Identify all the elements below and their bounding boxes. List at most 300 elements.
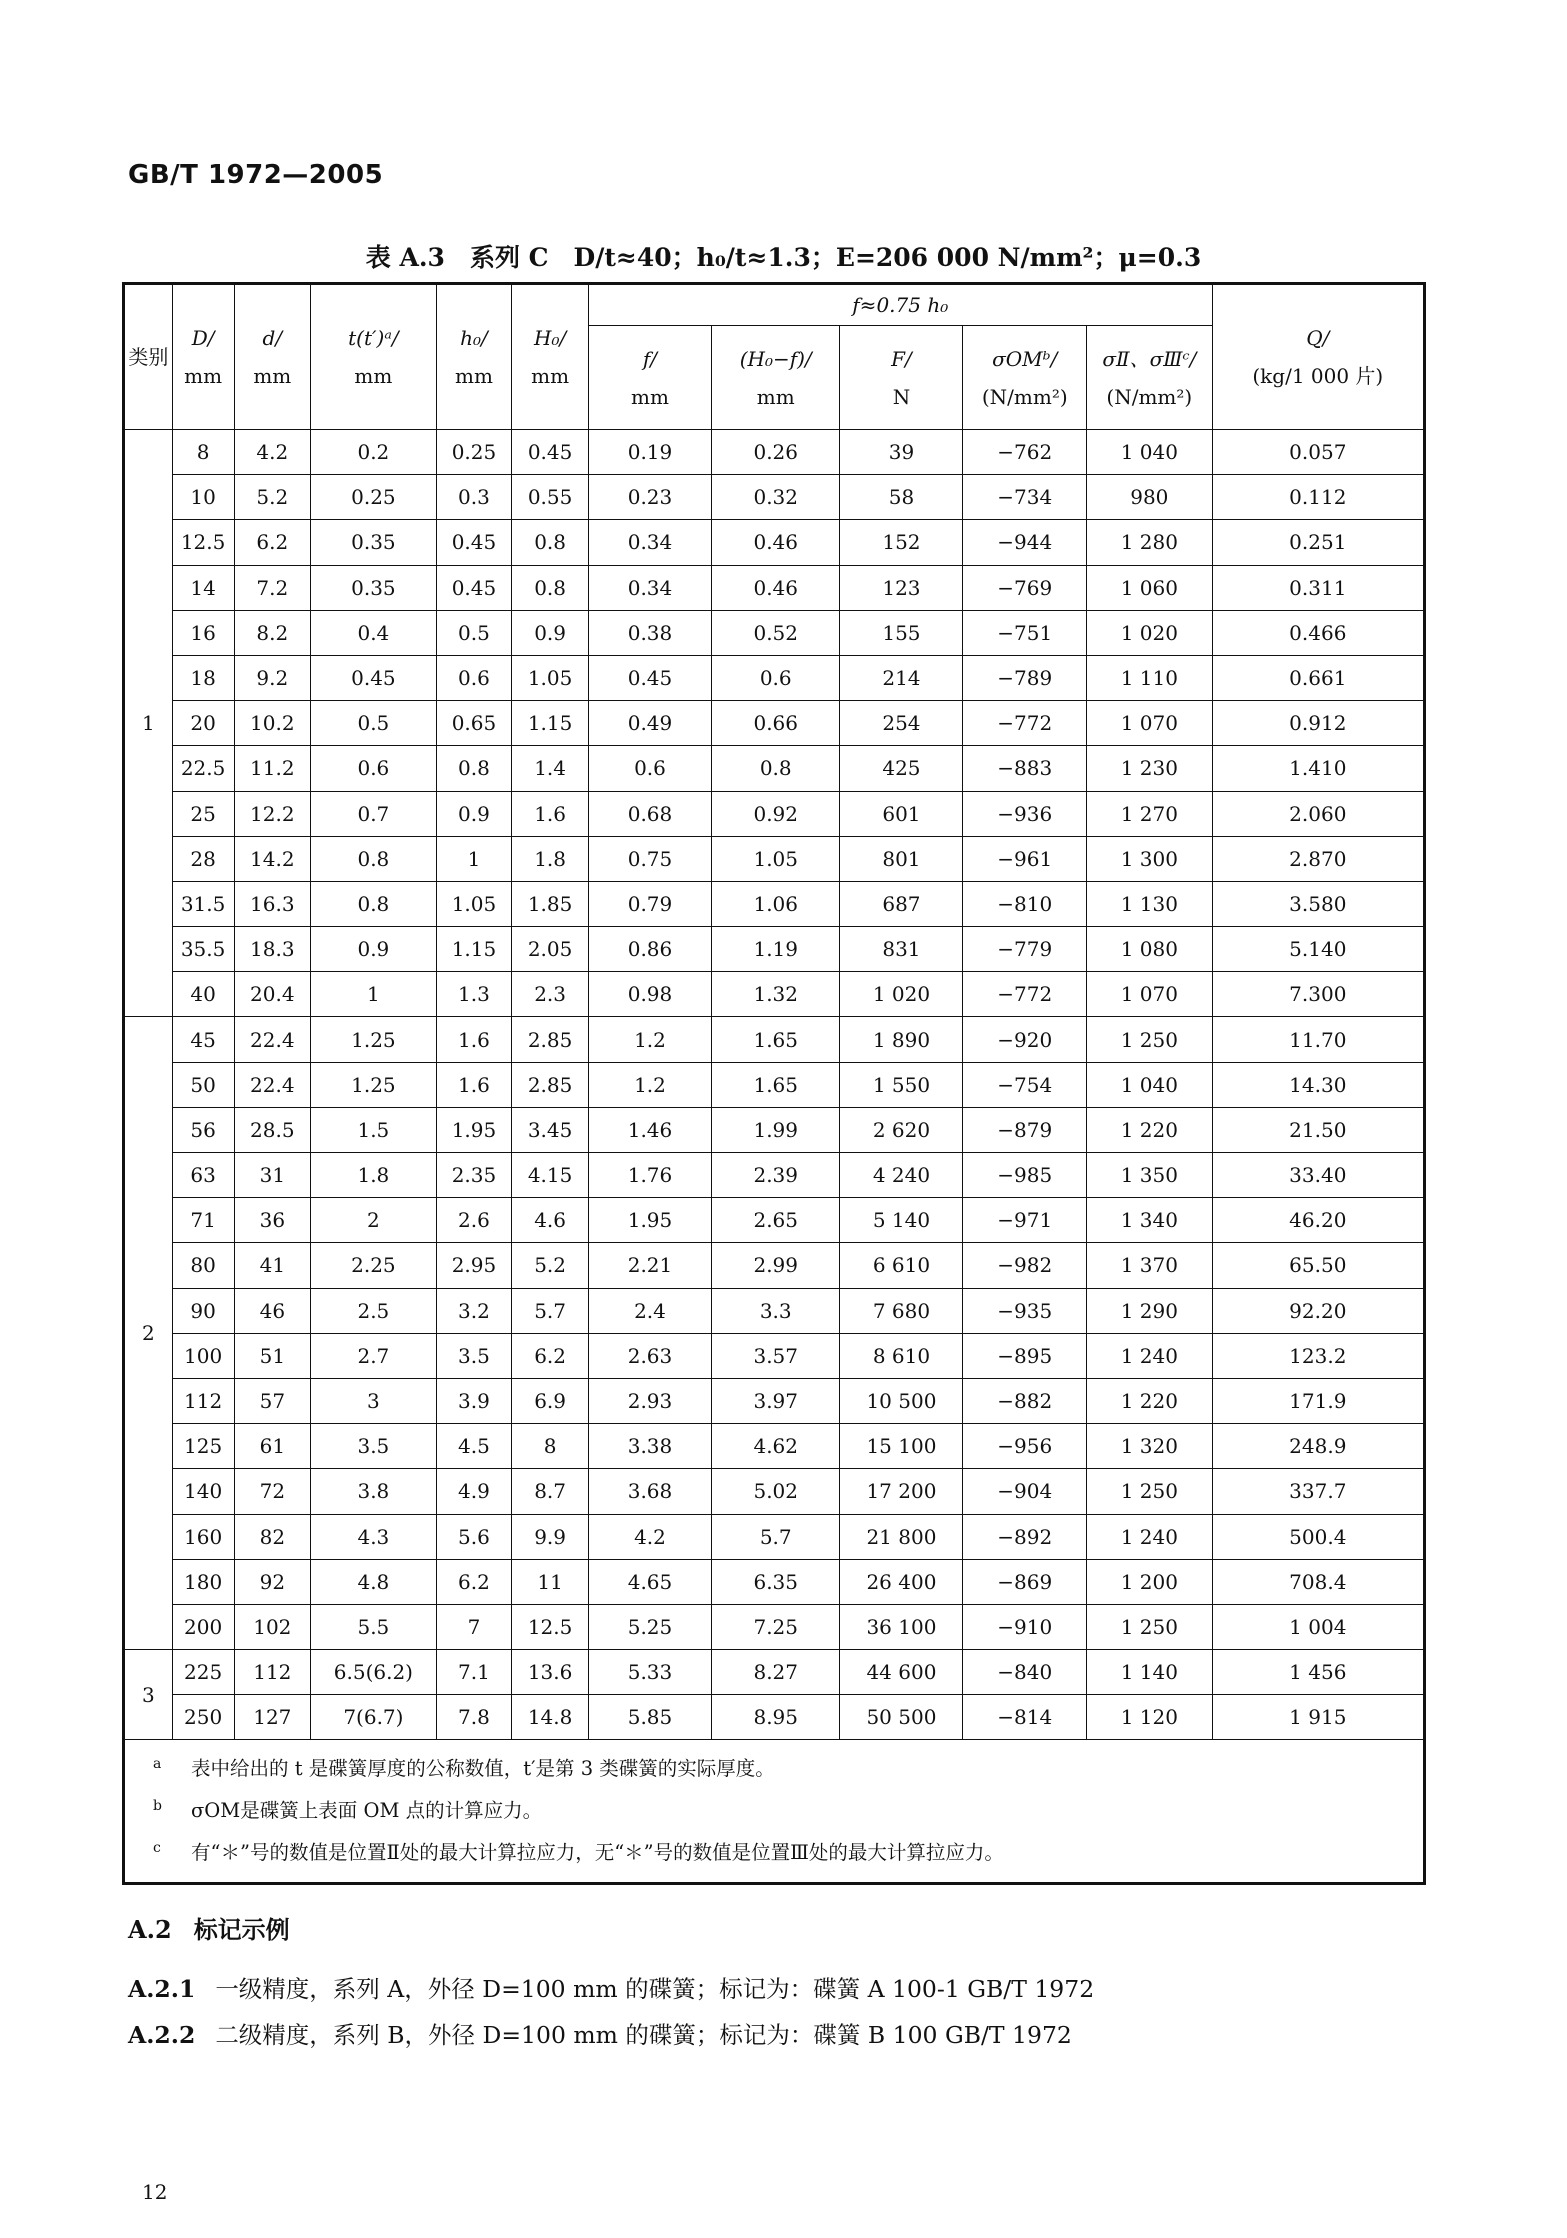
cell-d: 6.2 (234, 520, 311, 565)
cell-d: 41 (234, 1243, 311, 1288)
cell-H0-minus-f: 8.95 (712, 1695, 840, 1740)
cell-Q: 0.912 (1212, 701, 1424, 746)
cell-H0: 1.8 (512, 836, 589, 881)
header-h0: h₀/ mm (436, 284, 512, 430)
cell-F: 123 (840, 565, 963, 610)
cell-F: 5 140 (840, 1198, 963, 1243)
cell-t: 6.5(6.2) (311, 1650, 436, 1695)
cell-H0: 14.8 (512, 1695, 589, 1740)
cell-sigma-2-3: 1 250 (1087, 1604, 1213, 1649)
cell-H0-minus-f: 4.62 (712, 1424, 840, 1469)
cell-h0: 3.9 (436, 1378, 512, 1423)
cell-H0: 0.55 (512, 475, 589, 520)
cell-t: 7(6.7) (311, 1695, 436, 1740)
cell-H0-minus-f: 3.57 (712, 1333, 840, 1378)
cell-sigma-om: −882 (963, 1378, 1087, 1423)
table-row (124, 1333, 1425, 1378)
section-heading: A.2 标记示例 (128, 1915, 290, 1944)
cell-D: 25 (172, 791, 234, 836)
cell-f: 0.34 (588, 565, 711, 610)
cell-H0-minus-f: 0.46 (712, 520, 840, 565)
cell-h0: 7 (436, 1604, 512, 1649)
cell-h0: 0.25 (436, 430, 512, 475)
cell-h0: 5.6 (436, 1514, 512, 1559)
cell-D: 16 (172, 610, 234, 655)
table-row (124, 1288, 1425, 1333)
cell-F: 1 020 (840, 972, 963, 1017)
cell-t: 0.6 (311, 746, 436, 791)
cell-d: 51 (234, 1333, 311, 1378)
cell-f: 0.38 (588, 610, 711, 655)
cell-Q: 500.4 (1212, 1514, 1424, 1559)
cell-Q: 65.50 (1212, 1243, 1424, 1288)
cell-t: 2.25 (311, 1243, 436, 1288)
cell-h0: 7.1 (436, 1650, 512, 1695)
cell-F: 6 610 (840, 1243, 963, 1288)
cell-h0: 2.6 (436, 1198, 512, 1243)
cell-H0-minus-f: 1.06 (712, 881, 840, 926)
cell-Q: 1 004 (1212, 1604, 1424, 1649)
table-title: 表 A.3 系列 C D/t≈40；h₀/t≈1.3；E=206 000 N/mm²；μ=0.3 (365, 243, 1202, 272)
table-footnotes (124, 1740, 1425, 1884)
cell-t: 4.3 (311, 1514, 436, 1559)
table-row (124, 520, 1425, 565)
cell-d: 9.2 (234, 655, 311, 700)
cell-H0-minus-f: 0.92 (712, 791, 840, 836)
cell-sigma-om: −935 (963, 1288, 1087, 1333)
header-Q: Q/ (kg/1 000 片) (1212, 284, 1424, 430)
cell-F: 7 680 (840, 1288, 963, 1333)
cell-sigma-2-3: 1 350 (1087, 1153, 1213, 1198)
cell-t: 0.8 (311, 881, 436, 926)
cell-sigma-om: −982 (963, 1243, 1087, 1288)
cell-f: 4.2 (588, 1514, 711, 1559)
table-row (124, 1424, 1425, 1469)
cell-d: 72 (234, 1469, 311, 1514)
cell-F: 17 200 (840, 1469, 963, 1514)
cell-d: 4.2 (234, 430, 311, 475)
cell-D: 140 (172, 1469, 234, 1514)
cell-Q: 0.661 (1212, 655, 1424, 700)
header-F: F/ N (840, 326, 963, 430)
cell-H0-minus-f: 3.97 (712, 1378, 840, 1423)
cell-d: 5.2 (234, 475, 311, 520)
cell-sigma-om: −904 (963, 1469, 1087, 1514)
cell-F: 801 (840, 836, 963, 881)
cell-sigma-2-3: 1 220 (1087, 1107, 1213, 1152)
cell-H0: 1.4 (512, 746, 589, 791)
cell-H0: 0.8 (512, 565, 589, 610)
cell-D: 90 (172, 1288, 234, 1333)
cell-f: 0.6 (588, 746, 711, 791)
cell-Q: 46.20 (1212, 1198, 1424, 1243)
cell-f: 1.76 (588, 1153, 711, 1198)
cell-sigma-2-3: 1 040 (1087, 1062, 1213, 1107)
header-sigma-om: σOMᵇ/ (N/mm²) (963, 326, 1087, 430)
cell-F: 601 (840, 791, 963, 836)
cell-sigma-2-3: 1 040 (1087, 430, 1213, 475)
cell-f: 0.23 (588, 475, 711, 520)
cell-Q: 21.50 (1212, 1107, 1424, 1152)
cell-F: 4 240 (840, 1153, 963, 1198)
cell-sigma-om: −869 (963, 1559, 1087, 1604)
cell-D: 180 (172, 1559, 234, 1604)
cell-H0: 1.15 (512, 701, 589, 746)
footnote-c: c 有“＊”号的数值是位置Ⅱ处的最大计算拉应力，无“＊”号的数值是位置Ⅲ处的最大计算拉应力。 (153, 1839, 1004, 1865)
cell-Q: 708.4 (1212, 1559, 1424, 1604)
table-row (124, 1153, 1425, 1198)
cell-f: 5.85 (588, 1695, 711, 1740)
cell-d: 82 (234, 1514, 311, 1559)
cell-H0-minus-f: 0.52 (712, 610, 840, 655)
cell-Q: 14.30 (1212, 1062, 1424, 1107)
cell-t: 0.9 (311, 927, 436, 972)
cell-sigma-om: −895 (963, 1333, 1087, 1378)
cell-d: 102 (234, 1604, 311, 1649)
cell-t: 0.25 (311, 475, 436, 520)
cell-sigma-om: −734 (963, 475, 1087, 520)
example-a-2-1: A.2.1 一级精度，系列 A，外径 D=100 mm 的碟簧；标记为：碟簧 A 100-1 GB/T 1972 (128, 1975, 1095, 2003)
cell-h0: 1.6 (436, 1062, 512, 1107)
cell-sigma-om: −892 (963, 1514, 1087, 1559)
cell-d: 8.2 (234, 610, 311, 655)
cell-H0: 8 (512, 1424, 589, 1469)
cell-f: 3.68 (588, 1469, 711, 1514)
cell-f: 1.2 (588, 1017, 711, 1062)
cell-sigma-2-3: 1 130 (1087, 881, 1213, 926)
cell-f: 0.49 (588, 701, 711, 746)
cell-D: 80 (172, 1243, 234, 1288)
cell-sigma-2-3: 1 230 (1087, 746, 1213, 791)
cell-t: 3 (311, 1378, 436, 1423)
cell-sigma-2-3: 1 110 (1087, 655, 1213, 700)
cell-h0: 0.65 (436, 701, 512, 746)
cell-Q: 0.311 (1212, 565, 1424, 610)
cell-Q: 0.112 (1212, 475, 1424, 520)
table-row (124, 610, 1425, 655)
table-row (124, 1243, 1425, 1288)
cell-Q: 7.300 (1212, 972, 1424, 1017)
cell-sigma-2-3: 1 250 (1087, 1017, 1213, 1062)
table-row (124, 1650, 1425, 1695)
cell-H0: 8.7 (512, 1469, 589, 1514)
cell-D: 50 (172, 1062, 234, 1107)
cell-H0: 5.7 (512, 1288, 589, 1333)
cell-Q: 337.7 (1212, 1469, 1424, 1514)
cell-d: 112 (234, 1650, 311, 1695)
cell-t: 0.2 (311, 430, 436, 475)
cell-F: 831 (840, 927, 963, 972)
cell-h0: 0.45 (436, 565, 512, 610)
cell-F: 8 610 (840, 1333, 963, 1378)
cell-Q: 171.9 (1212, 1378, 1424, 1423)
cell-sigma-om: −789 (963, 655, 1087, 700)
spring-table (122, 282, 1426, 1885)
cell-h0: 3.2 (436, 1288, 512, 1333)
cell-t: 0.8 (311, 836, 436, 881)
cell-H0-minus-f: 1.99 (712, 1107, 840, 1152)
cell-h0: 0.5 (436, 610, 512, 655)
cell-d: 22.4 (234, 1017, 311, 1062)
cell-f: 0.34 (588, 520, 711, 565)
cell-t: 1.25 (311, 1062, 436, 1107)
cell-Q: 1 456 (1212, 1650, 1424, 1695)
header-group-deflection: f≈0.75 h₀ (588, 284, 1212, 326)
cell-sigma-om: −779 (963, 927, 1087, 972)
table-row (124, 475, 1425, 520)
cell-H0: 6.9 (512, 1378, 589, 1423)
cell-f: 5.33 (588, 1650, 711, 1695)
cell-f: 2.4 (588, 1288, 711, 1333)
cell-sigma-2-3: 1 340 (1087, 1198, 1213, 1243)
cell-H0: 2.3 (512, 972, 589, 1017)
cell-F: 1 890 (840, 1017, 963, 1062)
cell-Q: 3.580 (1212, 881, 1424, 926)
cell-sigma-om: −879 (963, 1107, 1087, 1152)
cell-sigma-2-3: 1 250 (1087, 1469, 1213, 1514)
cell-D: 8 (172, 430, 234, 475)
cell-f: 1.95 (588, 1198, 711, 1243)
cell-t: 0.35 (311, 565, 436, 610)
cell-f: 0.86 (588, 927, 711, 972)
cell-sigma-2-3: 1 370 (1087, 1243, 1213, 1288)
cell-h0: 0.8 (436, 746, 512, 791)
cell-Q: 0.466 (1212, 610, 1424, 655)
cell-h0: 0.9 (436, 791, 512, 836)
cell-D: 40 (172, 972, 234, 1017)
cell-D: 22.5 (172, 746, 234, 791)
cell-H0-minus-f: 0.46 (712, 565, 840, 610)
cell-h0: 6.2 (436, 1559, 512, 1604)
cell-h0: 1.6 (436, 1017, 512, 1062)
cell-sigma-2-3: 1 300 (1087, 836, 1213, 881)
cell-H0-minus-f: 5.7 (712, 1514, 840, 1559)
cell-H0: 2.05 (512, 927, 589, 972)
cell-t: 3.8 (311, 1469, 436, 1514)
cell-t: 1.8 (311, 1153, 436, 1198)
cell-H0: 9.9 (512, 1514, 589, 1559)
cell-d: 28.5 (234, 1107, 311, 1152)
cell-t: 2 (311, 1198, 436, 1243)
cell-t: 5.5 (311, 1604, 436, 1649)
table-row (124, 746, 1425, 791)
cell-F: 39 (840, 430, 963, 475)
cell-sigma-om: −772 (963, 701, 1087, 746)
cell-f: 2.63 (588, 1333, 711, 1378)
cell-H0-minus-f: 6.35 (712, 1559, 840, 1604)
cell-H0: 11 (512, 1559, 589, 1604)
cell-H0: 0.8 (512, 520, 589, 565)
cell-H0-minus-f: 3.3 (712, 1288, 840, 1333)
cell-t: 0.5 (311, 701, 436, 746)
cell-sigma-2-3: 1 070 (1087, 701, 1213, 746)
cell-d: 46 (234, 1288, 311, 1333)
cell-t: 0.7 (311, 791, 436, 836)
cell-sigma-om: −840 (963, 1650, 1087, 1695)
cell-F: 1 550 (840, 1062, 963, 1107)
cell-Q: 1 915 (1212, 1695, 1424, 1740)
cell-h0: 0.6 (436, 655, 512, 700)
cell-Q: 0.057 (1212, 430, 1424, 475)
cell-sigma-2-3: 1 120 (1087, 1695, 1213, 1740)
cell-d: 12.2 (234, 791, 311, 836)
cell-sigma-2-3: 980 (1087, 475, 1213, 520)
table-row (124, 1559, 1425, 1604)
cell-d: 57 (234, 1378, 311, 1423)
cell-H0: 3.45 (512, 1107, 589, 1152)
cell-H0: 4.6 (512, 1198, 589, 1243)
cell-d: 92 (234, 1559, 311, 1604)
cell-D: 12.5 (172, 520, 234, 565)
cell-h0: 1.05 (436, 881, 512, 926)
cell-F: 58 (840, 475, 963, 520)
header-D: D/ mm (172, 284, 234, 430)
cell-H0: 13.6 (512, 1650, 589, 1695)
header-H0-minus-f: (H₀−f)/ mm (712, 326, 840, 430)
cell-d: 61 (234, 1424, 311, 1469)
cell-d: 18.3 (234, 927, 311, 972)
cell-D: 20 (172, 701, 234, 746)
cell-h0: 3.5 (436, 1333, 512, 1378)
cell-sigma-om: −971 (963, 1198, 1087, 1243)
cell-t: 4.8 (311, 1559, 436, 1604)
cell-D: 225 (172, 1650, 234, 1695)
cell-sigma-om: −956 (963, 1424, 1087, 1469)
cell-F: 425 (840, 746, 963, 791)
cell-sigma-2-3: 1 280 (1087, 520, 1213, 565)
cell-d: 14.2 (234, 836, 311, 881)
cell-F: 687 (840, 881, 963, 926)
cell-sigma-om: −910 (963, 1604, 1087, 1649)
cell-H0-minus-f: 1.32 (712, 972, 840, 1017)
header-H0: H₀/ mm (512, 284, 589, 430)
cell-H0-minus-f: 1.65 (712, 1062, 840, 1107)
cell-sigma-2-3: 1 080 (1087, 927, 1213, 972)
cell-sigma-2-3: 1 240 (1087, 1333, 1213, 1378)
cell-F: 50 500 (840, 1695, 963, 1740)
standard-code: GB/T 1972—2005 (128, 160, 384, 190)
cell-F: 36 100 (840, 1604, 963, 1649)
cell-H0-minus-f: 2.39 (712, 1153, 840, 1198)
cell-Q: 11.70 (1212, 1017, 1424, 1062)
cell-sigma-2-3: 1 240 (1087, 1514, 1213, 1559)
cell-h0: 7.8 (436, 1695, 512, 1740)
cell-H0: 2.85 (512, 1017, 589, 1062)
cell-H0: 5.2 (512, 1243, 589, 1288)
cell-h0: 4.5 (436, 1424, 512, 1469)
cell-D: 200 (172, 1604, 234, 1649)
header-sigma-2-3: σⅡ、σⅢᶜ/ (N/mm²) (1087, 326, 1213, 430)
cell-f: 1.2 (588, 1062, 711, 1107)
table-row (124, 1017, 1425, 1062)
cell-F: 2 620 (840, 1107, 963, 1152)
cell-Q: 123.2 (1212, 1333, 1424, 1378)
cell-D: 160 (172, 1514, 234, 1559)
cell-h0: 2.35 (436, 1153, 512, 1198)
cell-sigma-2-3: 1 290 (1087, 1288, 1213, 1333)
cell-sigma-2-3: 1 020 (1087, 610, 1213, 655)
cell-D: 28 (172, 836, 234, 881)
cell-H0: 1.85 (512, 881, 589, 926)
table-row (124, 430, 1425, 475)
page-number: 12 (142, 2180, 168, 2204)
footnote-a: a 表中给出的 t 是碟簧厚度的公称数值，t′是第 3 类碟簧的实际厚度。 (153, 1755, 775, 1781)
cell-H0-minus-f: 7.25 (712, 1604, 840, 1649)
category-cell: 1 (124, 430, 173, 1017)
table-row (124, 881, 1425, 926)
cell-d: 20.4 (234, 972, 311, 1017)
cell-F: 44 600 (840, 1650, 963, 1695)
cell-F: 26 400 (840, 1559, 963, 1604)
cell-H0: 6.2 (512, 1333, 589, 1378)
cell-F: 155 (840, 610, 963, 655)
cell-t: 3.5 (311, 1424, 436, 1469)
cell-Q: 1.410 (1212, 746, 1424, 791)
cell-H0-minus-f: 1.19 (712, 927, 840, 972)
table-row (124, 1062, 1425, 1107)
cell-sigma-om: −754 (963, 1062, 1087, 1107)
cell-d: 36 (234, 1198, 311, 1243)
cell-Q: 2.870 (1212, 836, 1424, 881)
cell-d: 11.2 (234, 746, 311, 791)
cell-Q: 2.060 (1212, 791, 1424, 836)
cell-F: 214 (840, 655, 963, 700)
table-row (124, 1469, 1425, 1514)
table-row (124, 701, 1425, 746)
cell-h0: 1 (436, 836, 512, 881)
cell-Q: 5.140 (1212, 927, 1424, 972)
cell-H0-minus-f: 1.65 (712, 1017, 840, 1062)
table-row (124, 1378, 1425, 1423)
cell-H0-minus-f: 2.99 (712, 1243, 840, 1288)
cell-sigma-2-3: 1 140 (1087, 1650, 1213, 1695)
cell-D: 10 (172, 475, 234, 520)
cell-D: 18 (172, 655, 234, 700)
cell-F: 21 800 (840, 1514, 963, 1559)
table-row (124, 655, 1425, 700)
header-category: 类别 (124, 284, 173, 430)
cell-D: 45 (172, 1017, 234, 1062)
cell-h0: 0.45 (436, 520, 512, 565)
cell-H0: 1.05 (512, 655, 589, 700)
cell-sigma-2-3: 1 220 (1087, 1378, 1213, 1423)
cell-sigma-om: −751 (963, 610, 1087, 655)
cell-H0: 0.9 (512, 610, 589, 655)
cell-t: 0.4 (311, 610, 436, 655)
cell-D: 112 (172, 1378, 234, 1423)
cell-t: 1 (311, 972, 436, 1017)
table-row (124, 565, 1425, 610)
table-row (124, 1107, 1425, 1152)
cell-F: 10 500 (840, 1378, 963, 1423)
cell-F: 15 100 (840, 1424, 963, 1469)
cell-f: 0.45 (588, 655, 711, 700)
table-row (124, 836, 1425, 881)
cell-D: 35.5 (172, 927, 234, 972)
table-row (124, 791, 1425, 836)
cell-H0-minus-f: 0.32 (712, 475, 840, 520)
cell-H0-minus-f: 2.65 (712, 1198, 840, 1243)
cell-Q: 92.20 (1212, 1288, 1424, 1333)
cell-t: 1.25 (311, 1017, 436, 1062)
cell-D: 31.5 (172, 881, 234, 926)
cell-f: 5.25 (588, 1604, 711, 1649)
cell-f: 4.65 (588, 1559, 711, 1604)
cell-H0: 0.45 (512, 430, 589, 475)
header-d: d/ mm (234, 284, 311, 430)
category-cell: 3 (124, 1650, 173, 1740)
cell-f: 1.46 (588, 1107, 711, 1152)
